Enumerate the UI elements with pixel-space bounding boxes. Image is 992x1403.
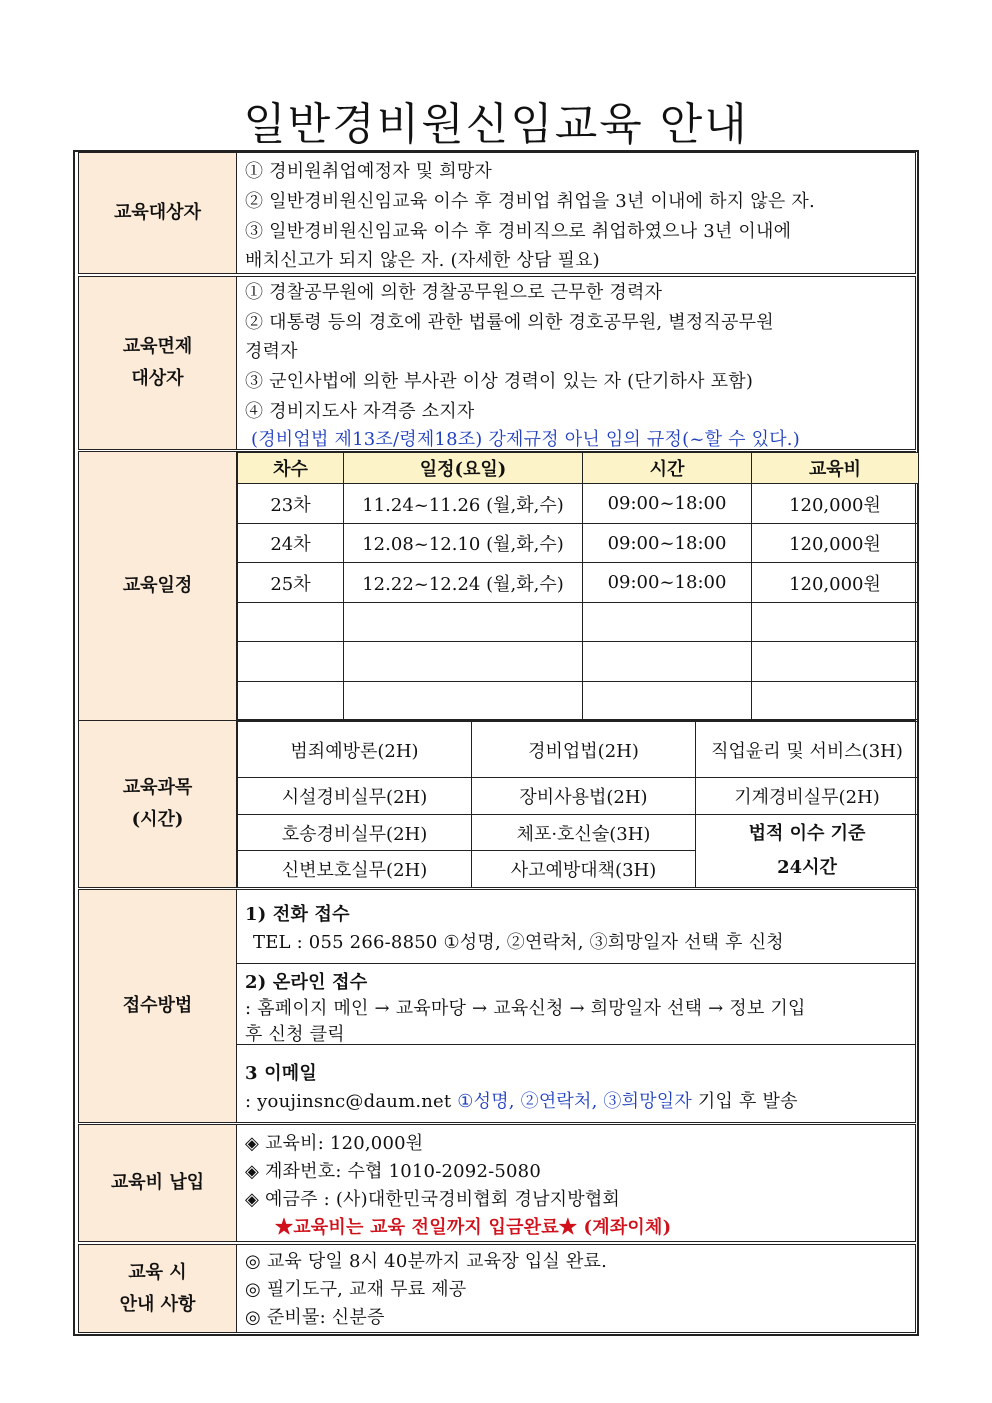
schedule-cell bbox=[583, 682, 752, 720]
page-title: 일반경비원신임교육 안내 bbox=[243, 99, 749, 150]
schedule-header: 교육비 bbox=[752, 453, 919, 484]
schedule-cell: 120,000원 bbox=[752, 563, 919, 603]
schedule-header: 차수 bbox=[238, 453, 344, 484]
email-suffix: 기입 후 발송 bbox=[697, 1091, 798, 1112]
email-address: : youjinsnc@daum.net bbox=[245, 1091, 452, 1112]
payment-warning: ★교육비는 교육 전일까지 입금완료★ (계좌이체) bbox=[275, 1217, 672, 1238]
apply-email-title: 3 이메일 bbox=[245, 1063, 317, 1084]
schedule-cell: 11.24~11.26 (월,화,수) bbox=[344, 484, 583, 524]
table-row bbox=[238, 603, 919, 642]
apply-email-text bbox=[245, 1087, 798, 1113]
notice-label-line1: 교육 시 bbox=[128, 1261, 187, 1283]
payment-line: ◈ 교육비: 120,000원 bbox=[245, 1133, 424, 1154]
schedule-cell bbox=[238, 682, 344, 720]
target-line: ③ 일반경비원신임교육 이수 후 경비직으로 취업하였으나 3년 이내에 bbox=[245, 221, 792, 242]
course-cell: 직업윤리 및 서비스(3H) bbox=[696, 722, 919, 778]
exempt-label bbox=[79, 277, 237, 449]
exempt-line: ④ 경비지도사 자격증 소지자 bbox=[245, 401, 475, 422]
notice-line: ◎ 필기도구, 교재 무료 제공 bbox=[245, 1279, 467, 1300]
apply-online-title: 2) 온라인 접수 bbox=[245, 972, 368, 993]
table-row bbox=[238, 563, 919, 603]
section-courses bbox=[78, 720, 916, 888]
section-notice bbox=[78, 1244, 916, 1333]
exempt-label-line1: 교육면제 bbox=[122, 336, 193, 357]
target-label: 교육대상자 bbox=[79, 153, 237, 273]
target-line: ② 일반경비원신임교육 이수 후 경비업 취업을 3년 이내에 하지 않은 자. bbox=[245, 191, 815, 212]
section-exempt bbox=[78, 276, 916, 450]
courses-label bbox=[79, 721, 237, 887]
table-row bbox=[238, 524, 919, 563]
apply-online-text: : 홈페이지 메인 → 교육마당 → 교육신청 → 희망일자 선택 → 정보 기입 bbox=[245, 998, 806, 1019]
exempt-note: (경비업법 제13조/령제18조) 강제규정 아닌 임의 규정(~할 수 있다.) bbox=[251, 429, 800, 450]
schedule-label: 교육일정 bbox=[79, 452, 237, 720]
notice-line: ◎ 준비물: 신분증 bbox=[245, 1307, 385, 1328]
schedule-cell: 120,000원 bbox=[752, 484, 919, 524]
schedule-cell: 120,000원 bbox=[752, 524, 919, 563]
legal-requirement bbox=[696, 815, 919, 888]
schedule-content bbox=[237, 452, 915, 720]
section-payment bbox=[78, 1124, 916, 1242]
course-cell: 경비업법(2H) bbox=[472, 722, 696, 778]
notice-content bbox=[237, 1245, 915, 1332]
course-cell: 시설경비실무(2H) bbox=[238, 778, 472, 815]
course-cell: 사고예방대책(3H) bbox=[472, 851, 696, 888]
legal-requirement-line1: 법적 이수 기준 bbox=[748, 823, 866, 844]
legal-requirement-line2: 24시간 bbox=[777, 857, 837, 878]
schedule-header-row bbox=[238, 453, 919, 484]
apply-phone-text: TEL : 055 266-8850 ①성명, ②연락처, ③희망일자 선택 후 신청 bbox=[253, 932, 784, 953]
target-line: ① 경비원취업예정자 및 희망자 bbox=[245, 161, 493, 182]
courses-label-line1: 교육과목 bbox=[122, 777, 193, 798]
table-row bbox=[238, 642, 919, 682]
exempt-line: ② 대통령 등의 경호에 관한 법률에 의한 경호공무원, 별정직공무원 bbox=[245, 312, 774, 333]
schedule-cell: 23차 bbox=[238, 484, 344, 524]
table-row bbox=[238, 778, 919, 815]
apply-label: 접수방법 bbox=[79, 890, 237, 1122]
schedule-cell bbox=[344, 682, 583, 720]
schedule-cell bbox=[583, 603, 752, 642]
payment-line: ◈ 예금주 : (사)대한민국경비협회 경남지방협회 bbox=[245, 1189, 621, 1210]
exempt-line: 경력자 bbox=[245, 341, 298, 362]
payment-label: 교육비 납입 bbox=[79, 1125, 237, 1241]
schedule-cell bbox=[344, 642, 583, 682]
section-schedule bbox=[78, 451, 916, 721]
schedule-cell bbox=[752, 603, 919, 642]
email-required-fields: ①성명, ②연락처, ③희망일자 bbox=[457, 1091, 692, 1112]
exempt-label-line2: 대상자 bbox=[131, 368, 184, 389]
apply-phone bbox=[237, 890, 915, 964]
schedule-cell bbox=[344, 603, 583, 642]
schedule-header: 일정(요일) bbox=[344, 453, 583, 484]
apply-email bbox=[237, 1045, 915, 1122]
schedule-header: 시간 bbox=[583, 453, 752, 484]
notice-label bbox=[79, 1245, 237, 1332]
schedule-cell: 12.22~12.24 (월,화,수) bbox=[344, 563, 583, 603]
exempt-content bbox=[237, 277, 915, 449]
info-table bbox=[73, 150, 919, 1336]
course-cell: 장비사용법(2H) bbox=[472, 778, 696, 815]
course-cell: 기계경비실무(2H) bbox=[696, 778, 919, 815]
course-cell: 체포·호신술(3H) bbox=[472, 815, 696, 851]
schedule-cell: 09:00~18:00 bbox=[583, 524, 752, 563]
section-apply bbox=[78, 889, 916, 1123]
schedule-cell bbox=[752, 642, 919, 682]
target-content bbox=[237, 153, 915, 273]
apply-online-text: 후 신청 클릭 bbox=[245, 1024, 345, 1045]
notice-label-line2: 안내 사항 bbox=[119, 1293, 196, 1315]
notice-line: ◎ 교육 당일 8시 40분까지 교육장 입실 완료. bbox=[245, 1251, 608, 1272]
schedule-cell: 25차 bbox=[238, 563, 344, 603]
apply-phone-title: 1) 전화 접수 bbox=[245, 904, 350, 925]
table-row bbox=[238, 484, 919, 524]
schedule-cell bbox=[238, 603, 344, 642]
schedule-cell: 09:00~18:00 bbox=[583, 563, 752, 603]
courses-content bbox=[237, 721, 915, 887]
schedule-cell: 09:00~18:00 bbox=[583, 484, 752, 524]
schedule-cell: 24차 bbox=[238, 524, 344, 563]
course-cell: 범죄예방론(2H) bbox=[238, 722, 472, 778]
courses-label-line2: (시간) bbox=[131, 809, 184, 830]
apply-content bbox=[237, 890, 915, 1122]
courses-table bbox=[237, 721, 919, 888]
target-line: 배치신고가 되지 않은 자. (자세한 상담 필요) bbox=[245, 250, 600, 271]
schedule-cell bbox=[583, 642, 752, 682]
table-row bbox=[238, 722, 919, 778]
exempt-line: ① 경찰공무원에 의한 경찰공무원으로 근무한 경력자 bbox=[245, 282, 663, 303]
payment-line: ◈ 계좌번호: 수협 1010-2092-5080 bbox=[245, 1161, 541, 1182]
schedule-cell: 12.08~12.10 (월,화,수) bbox=[344, 524, 583, 563]
table-row bbox=[238, 815, 919, 851]
schedule-cell bbox=[752, 682, 919, 720]
section-target bbox=[78, 152, 916, 274]
exempt-line: ③ 군인사법에 의한 부사관 이상 경력이 있는 자 (단기하사 포함) bbox=[245, 371, 754, 392]
table-row bbox=[238, 682, 919, 720]
schedule-table bbox=[237, 452, 919, 720]
apply-online bbox=[237, 964, 915, 1045]
course-cell: 호송경비실무(2H) bbox=[238, 815, 472, 851]
course-cell: 신변보호실무(2H) bbox=[238, 851, 472, 888]
payment-content bbox=[237, 1125, 915, 1241]
schedule-cell bbox=[238, 642, 344, 682]
